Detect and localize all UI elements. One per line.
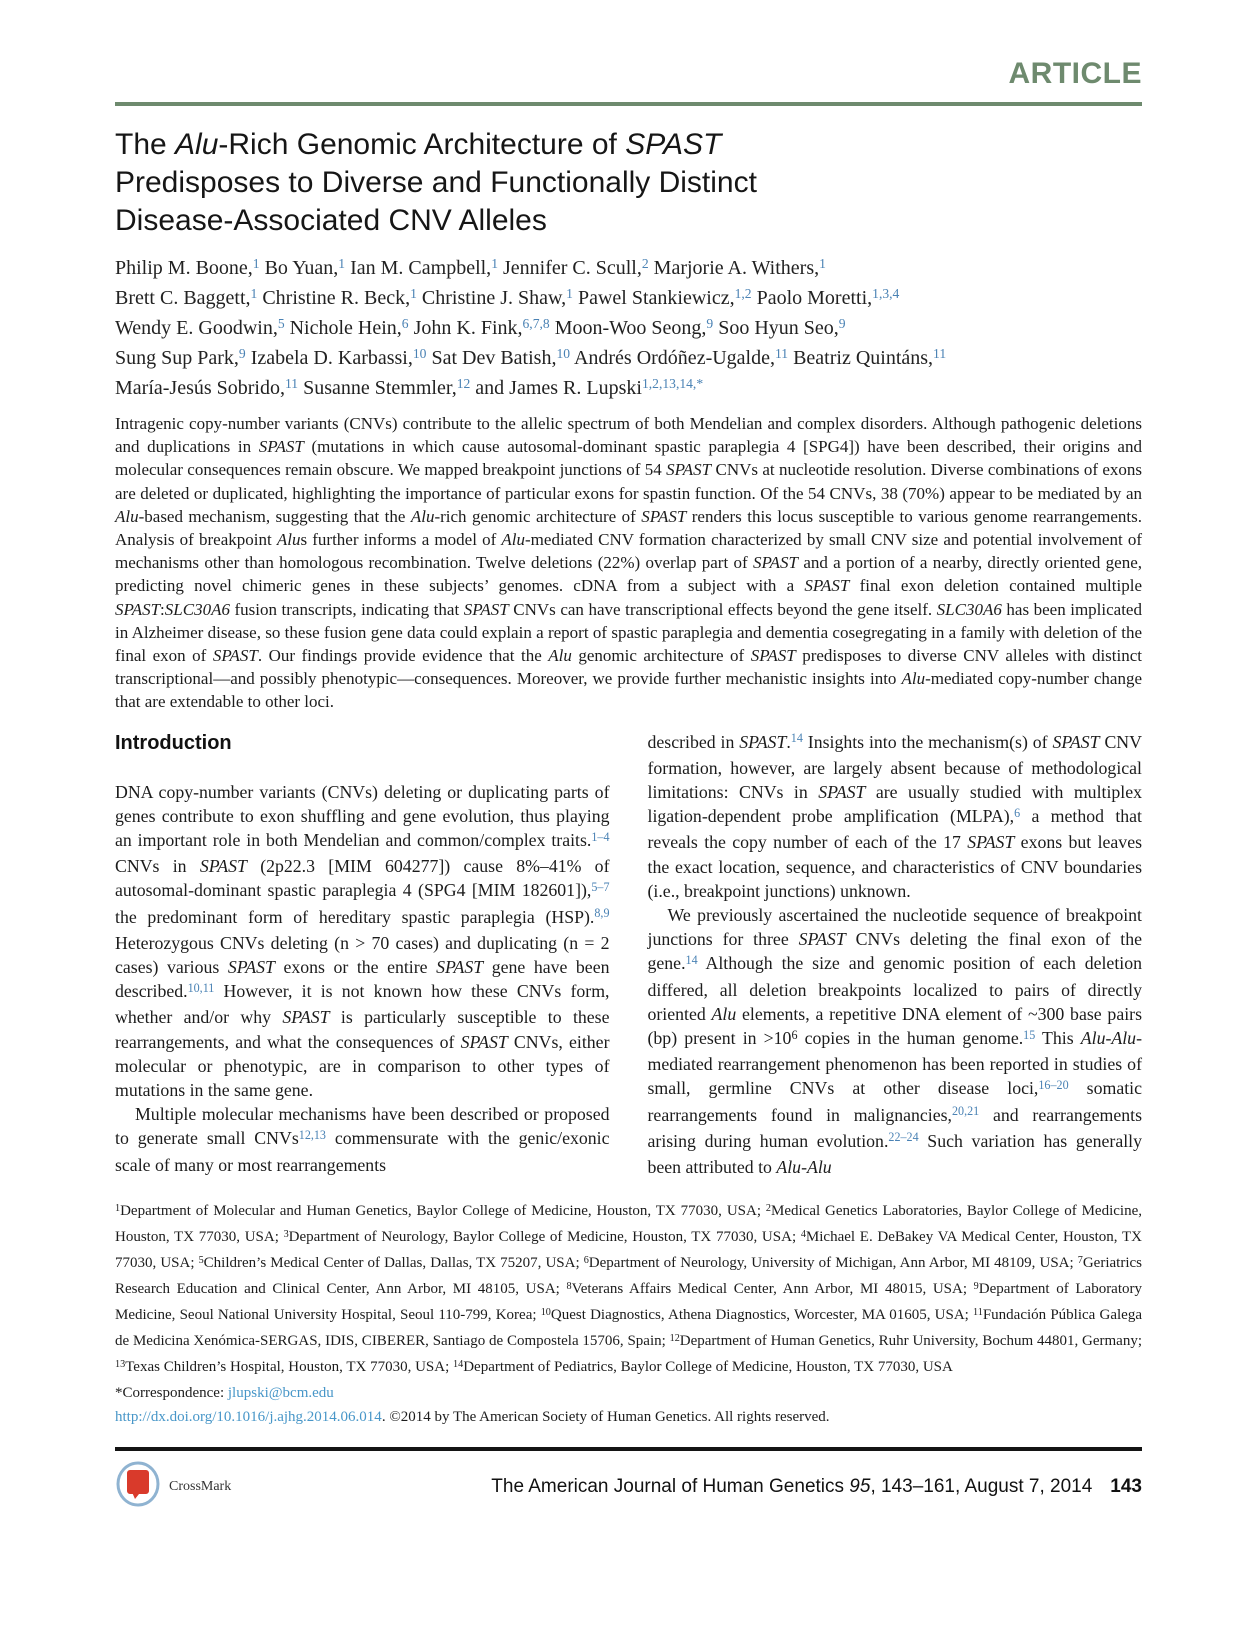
- text-segment: John K. Fink,: [408, 317, 523, 339]
- text-segment: :: [160, 599, 165, 619]
- text-segment: 1: [250, 285, 258, 301]
- text-segment: SPAST: [625, 128, 722, 161]
- text-segment: -based mechanism, suggesting that the: [138, 506, 411, 526]
- authors-line: [115, 284, 1142, 314]
- text-segment: commensurate with the genic/exonic scale of many or most rearrangements: [115, 1128, 610, 1175]
- text-segment: 9: [973, 1280, 979, 1292]
- text-segment: Veterans Affairs Medical Center, Ann Arbor, MI 48015, USA;: [571, 1281, 974, 1298]
- text-segment: 9: [238, 345, 246, 361]
- text-segment: 6: [791, 1027, 798, 1042]
- text-segment: SPAST: [752, 553, 799, 573]
- text-segment: SPAST: [804, 576, 850, 596]
- footer: [115, 1461, 1142, 1512]
- text-segment: exons but leaves the exact location, sequence, and characteristics of CNV boundaries (i.e., breakpoint junctions) unknown.: [647, 832, 1143, 901]
- text-segment: is particularly susceptible to these rearrangements, and what the consequences of: [115, 1007, 610, 1052]
- text-segment: Soo Hyun Seo,: [713, 317, 839, 339]
- text-segment: 15: [1023, 1027, 1036, 1042]
- text-segment: 2: [641, 255, 649, 271]
- text-segment: 7: [1077, 1254, 1083, 1266]
- text-segment: 22–24: [888, 1130, 919, 1145]
- article-title: [115, 126, 1142, 240]
- text-segment: and rearrangements arising during human evolution.: [647, 1104, 1143, 1151]
- text-segment: The: [115, 128, 176, 161]
- text-segment: 20,21: [951, 1104, 980, 1119]
- text-segment: SPAST: [258, 437, 304, 457]
- text-segment: elements, a repetitive DNA element of ~300 base pairs (bp) present in >10: [647, 1003, 1142, 1049]
- text-segment: 10: [540, 1306, 551, 1318]
- text-segment: -mediated CNV formation characterized by small CNV size and potential involvement of mechanisms other than homologous recombination. Twelve deletions (22%) overlap part of: [115, 530, 1143, 573]
- text-segment: 6: [401, 315, 409, 331]
- text-segment: fusion transcripts, indicating that: [229, 599, 464, 619]
- text-segment: Medical Genetics Laboratories, Baylor College of Medicine, Houston, TX 77030, USA;: [115, 1203, 1142, 1246]
- text-segment: Disease-Associated CNV Alleles: [115, 204, 547, 237]
- text-segment: SPAST: [227, 957, 275, 978]
- text-segment: CNVs, either molecular or phenotypic, are in comparison to other types of mutations in the same gene.: [115, 1031, 610, 1101]
- text-segment: somatic rearrangements found in malignancies,: [647, 1078, 1142, 1125]
- text-segment: Quest Diagnostics, Athena Diagnostics, Worcester, MA 01605, USA;: [550, 1307, 974, 1324]
- text-segment: , 143–161, August 7, 2014: [870, 1475, 1093, 1497]
- text-segment: -Rich Genomic Architecture of: [218, 128, 626, 161]
- crossmark-icon: [115, 1461, 161, 1512]
- text-segment: This: [1035, 1028, 1081, 1049]
- crossmark-label: CrossMark: [169, 1478, 232, 1494]
- abstract-paragraph: [115, 412, 1142, 714]
- text-segment: 6: [1014, 805, 1021, 820]
- text-segment: Andrés Ordóñez-Ugalde,: [570, 347, 775, 369]
- text-segment: 1: [252, 255, 260, 271]
- text-segment: 1,2: [734, 285, 752, 301]
- footer-rule: [115, 1447, 1142, 1451]
- text-segment: SPAST: [967, 832, 1015, 853]
- text-segment: Michael E. DeBakey VA Medical Center, Houston, TX 77030, USA;: [115, 1229, 1142, 1272]
- text-segment: Alu: [276, 530, 301, 550]
- text-segment: Alu-Alu: [776, 1157, 832, 1178]
- text-segment: SPAST: [750, 646, 796, 666]
- affiliations-text: [115, 1199, 1142, 1381]
- text-segment: -mediated rearrangement phenomenon has been reported in studies of small, germline CNVs at other disease loci,: [647, 1028, 1142, 1099]
- text-segment: 4: [800, 1228, 806, 1240]
- text-segment: Alu: [115, 506, 139, 526]
- text-segment: Pawel Stankiewicz,: [572, 287, 735, 309]
- text-segment: SPAST: [460, 1031, 508, 1052]
- correspondence-email-link[interactable]: jlupski@bcm.edu: [227, 1385, 334, 1402]
- text-segment: (mutations in which cause autosomal-dominant spastic paraplegia 4 [SPG4]) have been described, their origins and molecular consequences remain obscure. We mapped breakpoint junctions of 54: [115, 437, 1142, 480]
- text-segment: 5–7: [591, 880, 610, 895]
- text-segment: Alu: [501, 530, 526, 550]
- text-segment: 11: [973, 1306, 983, 1318]
- text-segment: and a portion of a nearby, directly oriented gene, predicting novel chimeric genes in these subjects’ genomes. cDNA from a subject with a: [115, 553, 1142, 596]
- text-segment: Department of Pediatrics, Baylor College of Medicine, Houston, TX 77030, USA: [463, 1359, 953, 1376]
- text-segment: final exon deletion contained multiple: [849, 576, 1142, 596]
- text-segment: Paolo Moretti,: [751, 287, 873, 309]
- footnotes-block: [115, 1199, 1142, 1429]
- text-segment: Jennifer C. Scull,: [497, 257, 642, 279]
- text-segment: Sat Dev Batish,: [426, 347, 557, 369]
- text-segment: Philip M. Boone,: [115, 257, 253, 279]
- text-segment: Christine J. Shaw,: [416, 287, 567, 309]
- text-segment: 13: [115, 1358, 126, 1370]
- text-segment: Department of Molecular and Human Genetics, Baylor College of Medicine, Houston, TX 77030, USA;: [120, 1203, 766, 1220]
- text-segment: 3: [283, 1228, 289, 1240]
- text-segment: 8: [566, 1280, 572, 1292]
- text-segment: 1: [410, 285, 417, 301]
- text-segment: 10: [556, 345, 571, 361]
- intro-paragraph: [648, 903, 1143, 1179]
- text-segment: SPAST: [1052, 731, 1100, 752]
- text-segment: 1: [819, 255, 826, 271]
- text-segment: Brett C. Baggett,: [115, 287, 251, 309]
- text-segment: the predominant form of hereditary spastic paraplegia (HSP).: [115, 906, 595, 927]
- text-segment: We previously ascertained the nucleotide sequence of breakpoint junctions for three: [647, 905, 1142, 950]
- header-rule: [115, 102, 1142, 106]
- text-segment: renders this locus susceptible to various genome rearrangements. Analysis of breakpoint: [115, 506, 1142, 550]
- text-segment: are usually studied with multiplex ligation-dependent probe amplification (MLPA),: [647, 782, 1142, 827]
- text-segment: Predisposes to Diverse and Functionally Distinct: [115, 166, 757, 199]
- text-segment: has been implicated in Alzheimer disease, so these fusion gene data could explain a report of spastic paraplegia and dementia cosegregating in a family with deletion of the final exon of: [115, 599, 1142, 666]
- text-segment: CNVs at nucleotide resolution. Diverse combinations of exons are deleted or duplicated, highlighting the importance of particular exons for spastin function. Of the 54 CNVs, 38 (70%) appear to be mediated by an: [115, 460, 1142, 503]
- text-segment: . Our findings provide evidence that the: [257, 646, 549, 666]
- right-column: [648, 730, 1143, 1180]
- text-segment: 1: [566, 285, 573, 301]
- text-segment: 95: [849, 1475, 871, 1497]
- text-segment: SLC30A6: [164, 599, 230, 619]
- doi-copyright-line: [115, 1405, 1142, 1429]
- text-segment: 1,3,4: [872, 285, 900, 301]
- text-segment: Alu: [548, 646, 572, 666]
- text-segment: and James R. Lupski: [470, 377, 642, 399]
- authors-line: [115, 314, 1142, 344]
- text-segment: Insights into the mechanism(s) of: [802, 731, 1053, 752]
- text-segment: Wendy E. Goodwin,: [115, 317, 278, 339]
- text-segment: Bo Yuan,: [259, 257, 339, 279]
- text-segment: Although the size and genomic position of each deletion differed, all deletion breakpoints localized to pairs of directly oriented: [647, 953, 1142, 1024]
- text-segment: SPAST: [798, 929, 846, 950]
- text-segment: Texas Children’s Hospital, Houston, TX 77030, USA;: [125, 1359, 454, 1376]
- authors-line: [115, 344, 1142, 374]
- text-segment: Moon-Woo Seong,: [549, 317, 707, 339]
- text-segment: CNVs deleting the final exon of the gene.: [647, 929, 1142, 974]
- text-segment: 8,9: [594, 906, 610, 921]
- text-segment: However, it is not known how these CNVs form, whether and/or why: [115, 981, 610, 1028]
- text-segment: 11: [933, 345, 947, 361]
- text-segment: Geriatrics Research Education and Clinical Center, Ann Arbor, MI 48105, USA;: [115, 1255, 1142, 1298]
- text-segment: Intragenic copy-number variants (CNVs) contribute to the allelic spectrum of both Mendelian and complex disorders. Although pathogenic deletions and duplications in: [115, 414, 1142, 457]
- text-segment: 2: [765, 1202, 771, 1214]
- text-segment: Department of Laboratory Medicine, Seoul National University Hospital, Seoul 110-799, Korea;: [115, 1281, 1143, 1324]
- authors-line: [115, 374, 1142, 404]
- text-segment: Alu: [175, 128, 219, 161]
- text-segment: -mediated copy-number change that are extendable to other loci.: [115, 669, 1142, 712]
- text-segment: Fundación Pública Galega de Medicina Xenómica-SERGAS, IDIS, CIBERER, Santiago de Compostela 15706, Spain;: [115, 1307, 1142, 1350]
- text-segment: 1–4: [591, 829, 610, 844]
- text-segment: . ©2014 by The American Society of Human Genetics. All rights reserved.: [381, 1409, 830, 1426]
- text-segment: CNVs can have transcriptional effects beyond the gene itself.: [508, 599, 937, 619]
- text-segment: Sung Sup Park,: [115, 347, 239, 369]
- intro-paragraph: [648, 730, 1143, 903]
- text-segment: 14: [685, 953, 698, 968]
- text-segment: Alu: [410, 506, 435, 526]
- text-segment: 5: [198, 1254, 204, 1266]
- text-segment: SPAST: [641, 506, 687, 526]
- article-title-line-3: [115, 202, 1142, 240]
- two-column-body: [115, 730, 1142, 1180]
- text-segment: 12: [456, 375, 471, 391]
- text-segment: SPAST: [199, 856, 247, 877]
- text-segment: The American Journal of Human Genetics: [491, 1475, 850, 1497]
- text-segment: 16–20: [1038, 1078, 1069, 1093]
- text-segment: 10,11: [187, 980, 215, 995]
- text-segment: Izabela D. Karbassi,: [245, 347, 413, 369]
- authors-line: [115, 254, 1142, 284]
- text-segment: CNV formation, however, are largely absent because of methodological limitations: CNVs in: [647, 731, 1142, 803]
- text-segment: Beatriz Quintáns,: [788, 347, 934, 369]
- intro-paragraph: [115, 1102, 610, 1177]
- text-segment: 12,13: [298, 1128, 326, 1143]
- text-segment: CNVs in: [115, 856, 200, 877]
- journal-citation: [491, 1476, 1142, 1498]
- text-segment: 1: [491, 255, 498, 271]
- text-segment: Multiple molecular mechanisms have been described or proposed to generate small CNVs: [115, 1104, 610, 1149]
- text-segment: -rich genomic architecture of: [434, 506, 642, 526]
- text-segment: 14: [790, 731, 803, 746]
- authors-list: [115, 254, 1142, 404]
- text-segment: *Correspondence:: [115, 1385, 228, 1402]
- correspondence-line: [115, 1381, 1142, 1405]
- introduction-heading: Introduction: [115, 731, 232, 754]
- text-segment: (2p22.3 [MIM 604277]) cause 8%–41% of autosomal-dominant spastic paraplegia 4 (SPG4 [MIM 182601]),: [115, 856, 610, 901]
- text-segment: SPAST: [463, 599, 509, 619]
- text-segment: Alu-Alu: [1080, 1028, 1137, 1049]
- text-segment: María-Jesús Sobrido,: [115, 377, 285, 399]
- left-column: [115, 730, 610, 1180]
- text-segment: described in: [647, 731, 740, 752]
- text-segment: SPAST: [739, 731, 787, 752]
- text-segment: Christine R. Beck,: [257, 287, 411, 309]
- crossmark-button[interactable]: [115, 1461, 231, 1512]
- text-segment: 6,7,8: [522, 315, 550, 331]
- text-segment: DNA copy-number variants (CNVs) deleting or duplicating parts of genes contribute to exon shuffling and gene evolution, thus playing an important role in both Mendelian and common/complex traits.: [115, 781, 610, 851]
- text-segment: SPAST: [282, 1007, 330, 1028]
- text-segment: Alu: [901, 669, 926, 689]
- text-segment: 11: [284, 375, 299, 391]
- text-segment: Nichole Hein,: [284, 317, 402, 339]
- text-segment: SLC30A6: [936, 599, 1002, 619]
- intro-paragraph: [115, 780, 610, 1103]
- text-segment: SPAST: [436, 957, 484, 978]
- text-segment: Department of Neurology, Baylor College of Medicine, Houston, TX 77030, USA;: [288, 1229, 801, 1246]
- article-title-line-1: [115, 126, 1142, 164]
- text-segment: Department of Neurology, University of Michigan, Ann Arbor, MI 48109, USA;: [588, 1255, 1078, 1272]
- text-segment: 11: [774, 345, 789, 361]
- text-segment: genomic architecture of: [571, 646, 751, 666]
- citation-text: [491, 1476, 1092, 1498]
- text-segment: exons or the entire: [274, 957, 437, 978]
- text-segment: Ian M. Campbell,: [345, 257, 492, 279]
- text-segment: 9: [838, 315, 846, 331]
- text-segment: Heterozygous CNVs deleting (n > 70 cases) and duplicating (n = 2 cases) various: [115, 932, 610, 978]
- text-segment: Marjorie A. Withers,: [648, 257, 820, 279]
- text-segment: 1: [338, 255, 346, 271]
- text-segment: predisposes to diverse CNV alleles with distinct transcriptional—and possibly phenotypic—consequences. Moreover, we provide further mechanistic insights into: [115, 646, 1143, 689]
- text-segment: SPAST: [666, 460, 712, 480]
- text-segment: 9: [706, 315, 714, 331]
- page-number: 143: [1110, 1475, 1142, 1497]
- text-segment: Alu: [711, 1003, 737, 1024]
- article-type-label: ARTICLE: [1008, 57, 1142, 90]
- text-segment: SPAST: [212, 646, 258, 666]
- text-segment: copies in the human genome.: [797, 1028, 1024, 1049]
- text-segment: .: [786, 731, 791, 752]
- text-segment: gene have been described.: [115, 957, 610, 1002]
- text-segment: SPAST: [115, 599, 161, 619]
- text-segment: a method that reveals the copy number of each of the 17: [647, 806, 1142, 853]
- text-segment: 1: [115, 1202, 121, 1214]
- text-segment: 10: [412, 345, 427, 361]
- text-segment: Department of Human Genetics, Ruhr University, Bochum 44801, Germany;: [679, 1333, 1143, 1350]
- text-segment: Susanne Stemmler,: [298, 377, 457, 399]
- text-segment: 6: [583, 1254, 589, 1266]
- text-segment: 12: [669, 1332, 680, 1344]
- text-segment: Such variation has generally been attributed to: [647, 1130, 1142, 1178]
- text-segment: Children’s Medical Center of Dallas, Dallas, TX 75207, USA;: [203, 1255, 584, 1272]
- text-segment: 14: [453, 1358, 464, 1370]
- text-segment: s further informs a model of: [300, 530, 502, 550]
- article-title-line-2: [115, 164, 1142, 202]
- text-segment: 1,2,13,14,*: [641, 375, 704, 391]
- text-segment: SPAST: [818, 782, 866, 803]
- doi-link[interactable]: http://dx.doi.org/10.1016/j.ajhg.2014.06.014: [115, 1409, 382, 1426]
- text-segment: 5: [277, 315, 285, 331]
